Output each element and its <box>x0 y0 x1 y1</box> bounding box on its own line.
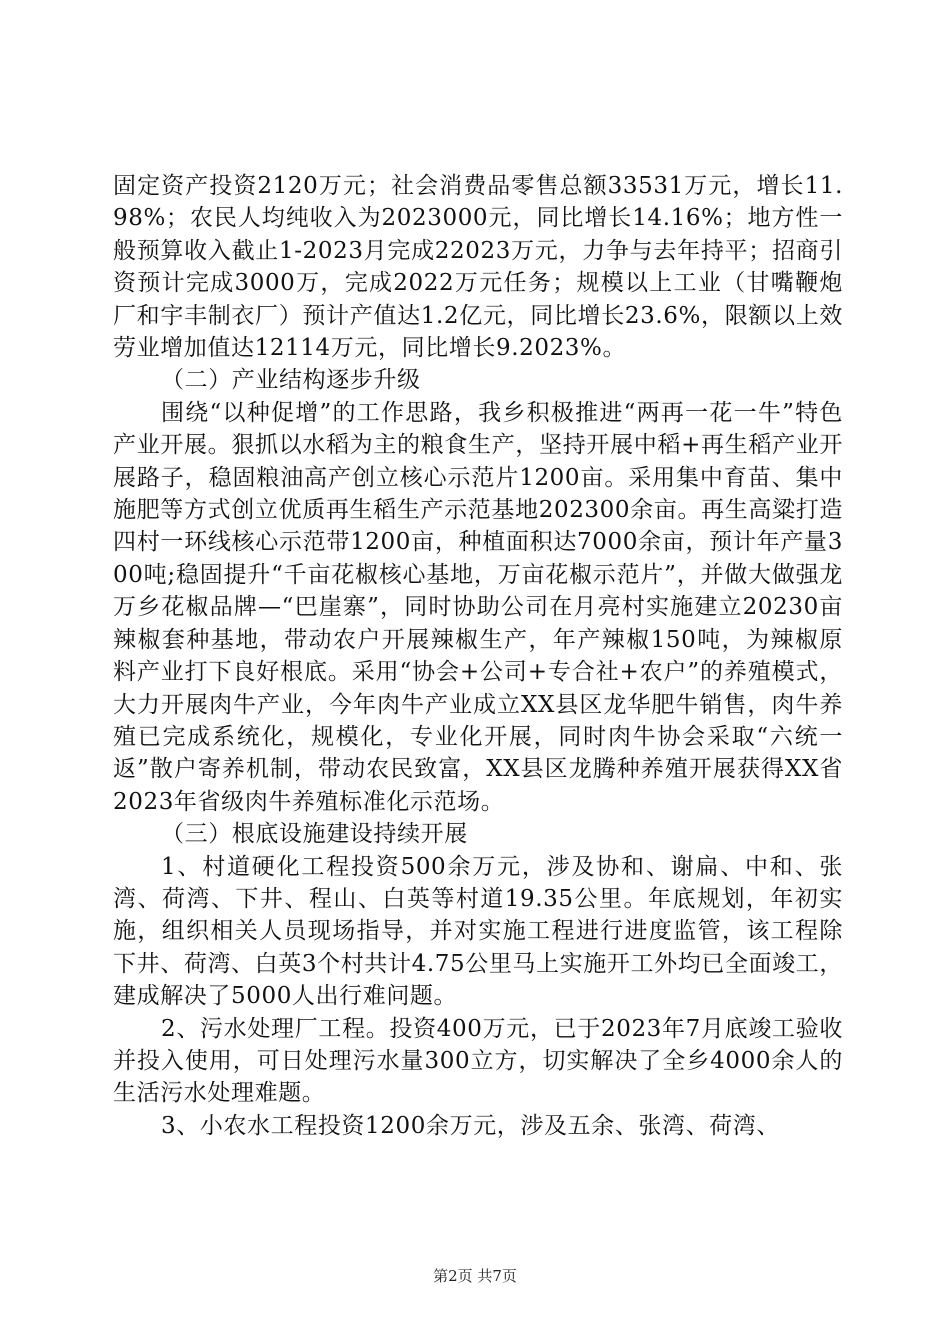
paragraph-economic-indicators: 固定资产投资2120万元；社会消费品零售总额33531万元，增长11.98%；农民人均纯收入为2023000元，同比增长14.16%；地方性一般预算收入截止1-2023月完成22023万元，力争与去年持平；招商引资预计完成3000万，完成2022万元任务；规模以上工业（甘嘴鞭炮厂和宇丰制衣厂）预计产值达1.2亿元，同比增长23.6%，限额以上效劳业增加值达12114万元，同比增长9.2023%。 <box>113 173 843 362</box>
page-number-footer: 第2页 共7页 <box>433 1267 517 1285</box>
section-heading-industry-structure: （二）产业结构逐步升级 <box>161 367 421 394</box>
paragraph-village-road-project: 1、村道硬化工程投资500余万元，涉及协和、谢扁、中和、张湾、荷湾、下井、程山、白英等村道19.35公里。年底规划，年初实施，组织相关人员现场指导，并对实施工程进行进度监管，该工程除下井、荷湾、白英3个村共计4.75公里马上实施开工外均已全面竣工，建成解决了5000人出行难问题。 <box>113 853 843 1010</box>
paragraph-industry-development: 围绕“以种促增”的工作思路，我乡积极推进“两再一花一牛”特色产业开展。狠抓以水稻为主的粮食生产，坚持开展中稻+再生稻产业开展路子，稳固粮油高产创立核心示范片1200亩。采用集中育苗、集中施肥等方式创立优质再生稻生产示范基地202300余亩。再生高粱打造四村一环线核心示范带1200亩，种植面积达7000余亩，预计年产量300吨;稳固提升“千亩花椒核心基地，万亩花椒示范片”，并做大做强龙万乡花椒品牌—“巴崖寨”，同时协助公司在月亮村实施建立20230亩辣椒套种基地，带动农户开展辣椒生产，年产辣椒150吨，为辣椒原料产业打下良好根底。采用“协会+公司+专合社+农户”的养殖模式，大力开展肉牛产业，今年肉牛产业成立XX县区龙华肥牛销售，肉牛养殖已完成系统化，规模化，专业化开展，同时肉牛协会采取“六统一返”散户寄养机制，带动农民致富，XX县区龙腾种养殖开展获得XX省2023年省级肉牛养殖标准化示范场。 <box>113 399 843 815</box>
paragraph-irrigation-project: 3、小农水工程投资1200余万元，涉及五余、张湾、荷湾、 <box>161 1112 780 1139</box>
section-heading-infrastructure: （三）根底设施建设持续开展 <box>161 821 468 848</box>
document-body <box>113 170 843 1142</box>
paragraph-sewage-plant-project: 2、污水处理厂工程。投资400万元，已于2023年7月底竣工验收并投入使用，可日处理污水量300立方，切实解决了全乡4000余人的生活污水处理难题。 <box>113 1015 843 1107</box>
